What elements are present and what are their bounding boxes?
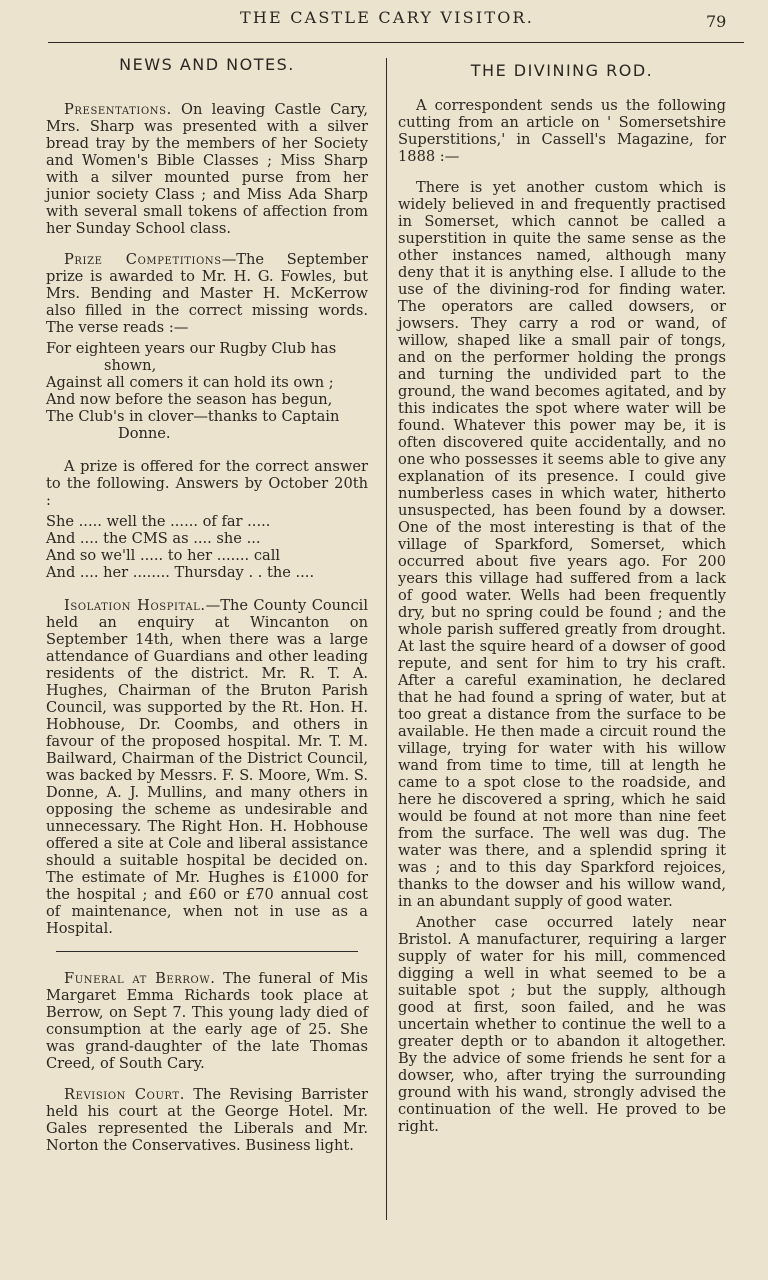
verse-line: Against all comers it can hold its own ; <box>46 374 334 391</box>
news-and-notes-title: NEWS AND NOTES. <box>119 55 295 74</box>
verse-line: The Club's in clover—thanks to Captain <box>46 408 340 425</box>
isolation-heading: Isolation Hospital. <box>64 597 206 614</box>
funeral-article <box>46 970 368 1072</box>
column-divider <box>386 58 387 1220</box>
prize-article <box>46 251 368 336</box>
revision-heading: Revision Court. <box>64 1086 185 1103</box>
puzzle-line: And .... her ........ Thursday . . the .... <box>46 564 315 581</box>
page-header <box>0 8 768 36</box>
page-number: 79 <box>706 12 727 31</box>
revision-text: The Revising Barrister held his court at the George Hotel. Mr. Gales represented the Liberals and Mr. Norton the Conservatives. Business light. <box>46 1086 369 1154</box>
revision-court-article <box>46 1086 368 1154</box>
verse-line: For eighteen years our Rugby Club has <box>46 340 337 357</box>
verse-line: Donne. <box>118 425 171 442</box>
funeral-heading: Funeral at Berrow. <box>64 970 216 987</box>
divining-paragraph: There is yet another custom which is widely believed in and frequently practised in Somerset, which cannot be called a superstition in quite the same sense as the other instances named, although many deny that it is anything else. I allude to the use of the divining-rod for finding water. The operators are called dowsers, or jowsers. They carry a rod or wand, of willow, shaped like a small pair of tongs, and on the performer holding the prongs and turning the undivided part to the ground, the wand becomes agitated, and by this indicates the spot where water will be found. Whatever this power may be, it is often discovered quite accidentally, and no one who possesses it seems able to give any explanation of its presence. I could give numberless cases in which water, hitherto unsuspected, has been found by a dowser. One of the most interesting is that of the village of Sparkford, Somerset, which occurred about five years ago. For 200 years this village had suffered from a lack of good water. Wells had been frequently dry, but no spring could be found ; and the whole parish suffered greatly from drought. At last the squire heard of a dowser of good repute, and sent for him to try his craft. After a careful examination, he declared that he had found a spring of water, but at too great a distance from the surface to be available. He then made a circuit round the village, trying for water with his willow wand from time to time, till at length he came to a spot close to the roadside, and here he discovered a spring, which he said would be found at not more than nine feet from the surface. The well was dug. The water was there, and a splendid spring it was ; and to this day Sparkford rejoices, thanks to the dowser and his willow wand, in an abundant supply of good water. <box>398 179 726 910</box>
divining-paragraph: Another case occurred lately near Bristol. A manufacturer, requiring a larger supply of water for his mill, commenced digging a well in what seemed to be a suitable spot ; but the supply, although good at first, soon failed, and he was uncertain whether to continue the well to a greater depth or to abandon it altogether. By the advice of some friends he sent for a dowser, who, after trying the surrounding ground with his wand, strongly advised the continuation of the well. He proved to be right. <box>398 914 726 1135</box>
header-rule <box>48 42 744 43</box>
puzzle-line: And so we'll ..... to her ....... call <box>46 547 281 564</box>
presentations-article <box>46 101 368 237</box>
isolation-hospital-article <box>46 597 368 937</box>
puzzle-line: She ..... well the ...... of far ..... <box>46 513 271 530</box>
isolation-text: —The County Council held an enquiry at Wincanton on September 14th, when there was a large attendance of Guardians and other leading residents of the district. Mr. R. T. A. Hughes, Chairman of the Bruton Parish Council, was supported by the Rt. Hon. H. Hobhouse, Dr. Coombs, and others in favour of the proposed hospital. Mr. T. M. Bailward, Chairman of the District Council, was backed by Messrs. F. S. Moore, Wm. S. Donne, A. J. Mullins, and many others in opposing the scheme as undesirable and unnecessary. The Right Hon. H. Hobhouse offered a site at Cole and liberal assistance should a suitable hospital be decided on. The estimate of Mr. Hughes is £1000 for the hospital ; and £60 or £70 annual cost of maintenance, when not in use as a Hospital. <box>46 597 368 937</box>
verse-line: shown, <box>104 357 157 374</box>
divining-rod-title: THE DIVINING ROD. <box>470 61 654 80</box>
prize-heading: Prize Competitions <box>64 251 222 268</box>
prize-puzzle <box>46 513 368 581</box>
presentations-text: On leaving Castle Cary, Mrs. Sharp was presented with a silver bread tray by the members of her Society and Women's Bible Classes ; Miss Sharp with a silver mounted purse from her junior society Class ; and Miss Ada Sharp with several small tokens of affection from her Sunday School class. <box>46 101 368 237</box>
journal-title: THE CASTLE CARY VISITOR. <box>240 8 535 27</box>
funeral-text: The funeral of Mis Margaret Emma Richards took place at Berrow, on Sept 7. This young lady died of consumption at the early age of 25. She was grand-daughter of the late Thomas Creed, of South Cary. <box>46 970 369 1072</box>
divining-intro: A correspondent sends us the following cutting from an article on ' Somersetshire Superstitions,' in Cassell's Magazine, for 1888 :— <box>398 97 726 165</box>
puzzle-line: And .... the CMS as .... she ... <box>46 530 261 547</box>
presentations-heading: Presentations. <box>64 101 172 118</box>
divining-rod-column <box>398 52 726 1149</box>
verse-line: And now before the season has begun, <box>46 391 333 408</box>
prize-offer: A prize is offered for the correct answer to the following. Answers by October 20th : <box>46 458 368 509</box>
prize-text: —The September prize is awarded to Mr. H. G. Fowles, but Mrs. Bending and Master H. McKerrow also filled in the correct missing words. The verse reads :— <box>46 251 368 336</box>
prize-verse <box>46 340 368 442</box>
news-and-notes-column <box>46 52 368 1168</box>
section-separator <box>56 951 358 952</box>
